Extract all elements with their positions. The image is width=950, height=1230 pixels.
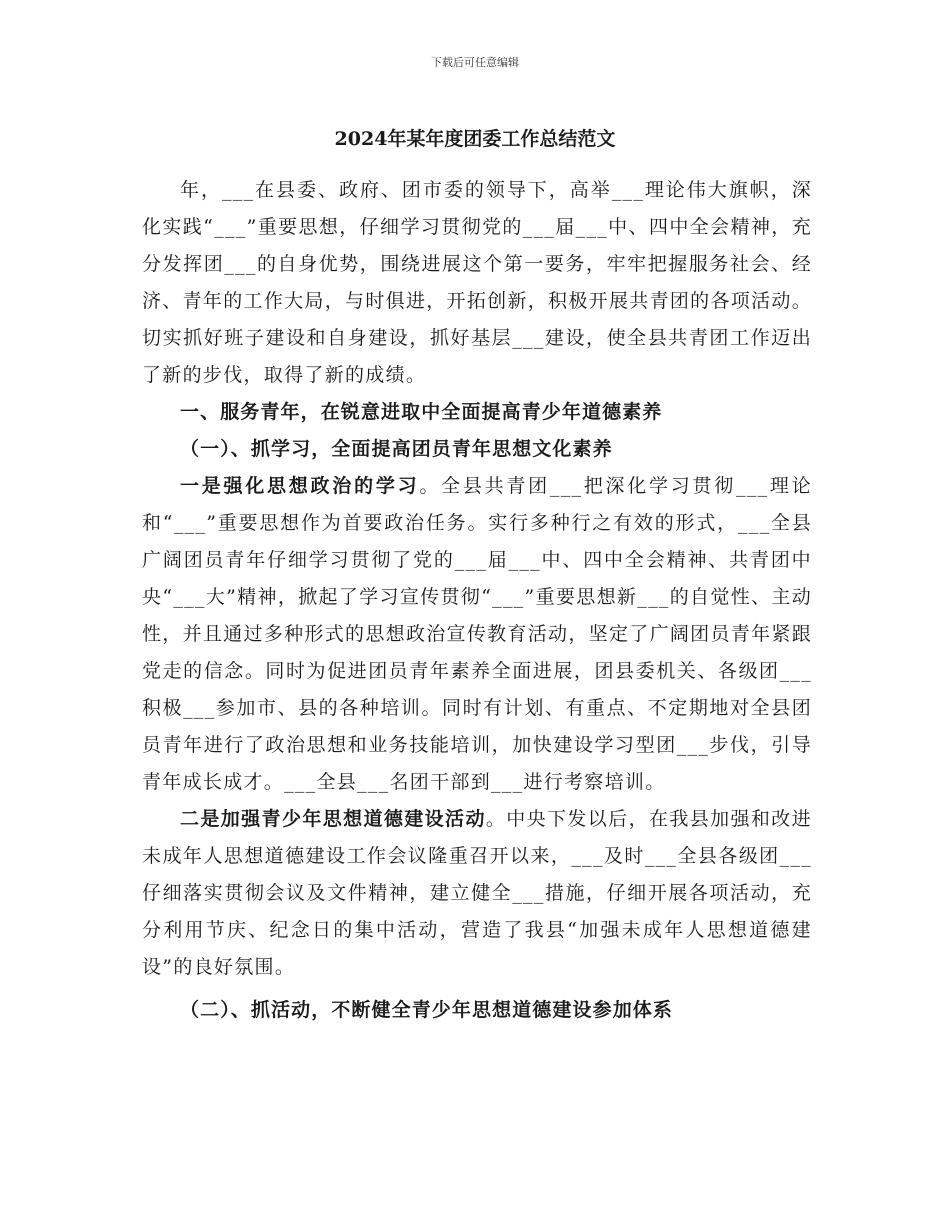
subsection-heading-1: （一）、抓学习，全面提高团员青年思想文化素养	[180, 438, 613, 460]
page-header: 下载后可任意编辑	[431, 56, 519, 69]
paragraph-1-text: 。全县共青团___把深化学习贯彻___理论和“___”重要思想作为首要政治任务。实行多种行之有效的形式，___全县广阔团员青年仔细学习贯彻了党的___届___中、四中全会精神、共青团中央“___大”精神，掀起了学习宣传贯彻“___”重要思想新___的自觉性、主动性，并且通过多种形式的思想政治宣传教育活动，坚定了广阔团员青年紧跟党走的信念。同时为促进团员青年素养全面进展，团县委机关、各级团___积极___参加市、县的各种培训。同时有计划、有重点、不定期地对全县团员青年进行了政治思想和业务技能培训，加快建设学习型团___步伐，引导青年成长成才。___全县___名团干部到___进行考察培训。	[142, 475, 812, 793]
section-heading-1: 一、服务青年，在锐意进取中全面提高青少年道德素养	[180, 401, 663, 423]
document-body	[142, 172, 812, 1029]
paragraph-1	[142, 468, 812, 801]
paragraph-2	[142, 801, 812, 986]
subsection-heading-2: （二）、抓活动，不断健全青少年思想道德建设参加体系	[180, 999, 674, 1021]
paragraph-2-text: 。中央下发以后，在我县加强和改进未成年人思想道德建设工作会议隆重召开以来，___及时___全县各级团___仔细落实贯彻会议及文件精神，建立健全___措施，仔细开展各项活动，充分利用节庆、纪念日的集中活动，营造了我县“加强未成年人思想道德建设”的良好氛围。	[142, 808, 812, 978]
paragraph-1-lead: 一是强化思想政治的学习	[180, 475, 420, 497]
document-title: 2024年某年度团委工作总结范文	[334, 128, 616, 150]
paragraph-2-lead: 二是加强青少年思想道德建设活动	[180, 808, 486, 830]
intro-paragraph: 年，___在县委、政府、团市委的领导下，高举___理论伟大旗帜，深化实践“___”重要思想，仔细学习贯彻党的___届___中、四中全会精神，充分发挥团___的自身优势，围绕进展这个第一要务，牢牢把握服务社会、经济、青年的工作大局，与时俱进，开拓创新，积极开展共青团的各项活动。切实抓好班子建设和自身建设，抓好基层___建设，使全县共青团工作迈出了新的步伐，取得了新的成绩。	[142, 179, 812, 386]
